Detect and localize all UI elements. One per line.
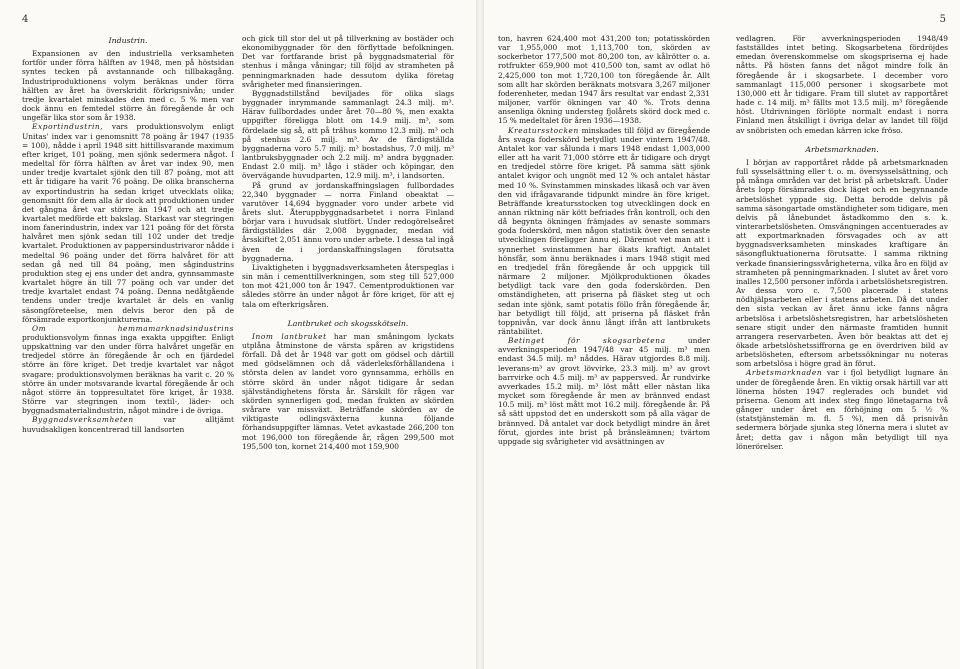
column-1 (22, 34, 234, 434)
section-heading: Lantbruket och skogsskötseln. (287, 318, 409, 328)
body-paragraph (498, 336, 710, 446)
page-number-left: 4 (22, 14, 29, 25)
paragraph-text: vars produktionsvolym enligt Unitas' index var i genomsnitt 78 poäng år 1947 (1935 = 100), nådde i april 1948 sitt hittillsvarande maximum efter kriget, 101 poäng, men sjönk sedermera något. I medeltal för förra hälften av året var index 90, men under tredje kvartalet sjönk den till 87 poäng, mot att ett år tidigare ha varit 76 poäng. De olika branscherna av exportindustrin ha sedan kriget utvecklats olika; genomsnitt för dem alla är dock att produktionen under det gångna året var större än 1947 och att tredje kvartalet medförde ett bakslag. Starkast var stegringen inom fanerindustrin, index var 121 poäng för det första halvåret men sjönk sedan till 102 under det tredje kvartalet. Produktionen av pappersindustrivaror nådde i medeltal 96 poäng under det förra halvåret för att sedan gå ned till 84 poäng, men sågindustrins produktion steg ej ens under det andra, gynnsammaste kvartalet högre än till 77 poäng och var under det tredje kvartalet endast 74 poäng. Denna nedåtgående tendens under tredje kvartalet är dels en vanlig säsongföreteelse, men delvis beror den på de försämrade exportkonjunkturerna. (22, 122, 234, 324)
paragraph-lead-phrase: Betinget för skogsarbetena (508, 336, 666, 346)
book-gutter (476, 0, 484, 669)
body-paragraph: På grund av jordanskaffningslagen fullbordades 22,340 byggnader — norra Finland obeaktat — varutöver 14,694 byggnader voro under arbete vid årets slut. Återuppbyggnadsarbetet i norra Finland börjar vara i huvudsak slutfört. Under redogörelseåret färdigställdes där 2,008 byggnader, medan vid årsskiftet 2,051 ännu voro under arbete. I dessa tal ingå även de i jordanskaffningslagen förutsatta byggnaderna. (242, 180, 454, 263)
body-paragraph: Livaktigheten i byggnadsverksamheten återspeglas i sin män i cementtillverkningen, som steg till 527,000 ton mot 421,000 ton år 1947. Cementproduktionen var således större än under något år före kriget, för att ej tala om efterkrigsåren. (242, 262, 454, 309)
paragraph-text: under avverkningsperioden 1947/48 var 45 milj. m³ men endast 34.5 milj. m³ nåddes. Härav utgjordes 8.8 milj. leverans-m³ av grovt lövvirke, 23.3 milj. m³ av grovt barrvirke och 4.5 milj. m³ av pappersved. År rundvirke avverkades 15.2 milj. m³ löst mått eller nästan lika mycket som föregående år men av brännved endast 10.5 milj. m³ löst mått mot 16.2 milj. föregående år. På så sätt uppstod det en underskott som på alla vägar de brännved. Då antalet var dock betydligt mindre än året förut, gjordes inte brist på bränsleämnen; tvärtom uppgade sig svårigheter vid avsättningen av (498, 336, 710, 446)
column-4 (736, 34, 948, 451)
body-paragraph (22, 324, 234, 416)
column-2 (242, 34, 454, 451)
body-paragraph (498, 126, 710, 337)
paragraph-lead-phrase: Byggnadsverksamheten (32, 415, 134, 425)
section-heading: Arbetsmarknaden. (805, 144, 879, 154)
column-3 (498, 34, 710, 446)
page-number-right: 5 (939, 14, 946, 25)
body-paragraph (736, 368, 948, 450)
body-paragraph: och gick till stor del ut på tillverkning av bostäder och ekonomibyggnader för den förflyttade befolkningen. Det var fortfarande brist på byggnadsmaterial för stenhus i många våningar; till följd av stramheten på penningmarknaden hade dessutom dylika företag svårigheter med finansieringen. (242, 34, 454, 89)
paragraph-lead-phrase: Om hemmamarknadsindustrins (32, 323, 234, 333)
paragraph-lead-phrase: Exportindustrin, (32, 122, 104, 132)
body-paragraph: Expansionen av den industriella verksamheten fortför under förra hälften av 1948, men på höstsidan syntes tecken på avstannande och tillbakagång. Industriproduktionens volym beräknas under förra hälften av året ha överskridit förkrigsnivån; under tredje kvartalet minskades den med c. 5 % men var dock ännu en femtedel större än föregående år och ungefär lika stor som år 1938. (22, 49, 234, 123)
right-page (490, 0, 960, 669)
paragraph-text: var i fjol betydligt lugnare än under de föregående åren. En viktig orsak härtill var att lönerna hösten 1947 reglerades och bundet vid priserna. Genom att index steg fingo lönetagarna två gånger under året en förhöjning om 5 ½ % (statstjänstemän m. fl. 5 %), men då prisnivån sedermera började sjunka steg lönerna mera i slutet av året; detta gav i någon mån betydligt till nya lönerörelser. (736, 368, 948, 451)
body-paragraph (22, 122, 234, 323)
body-paragraph: Byggnadstillstånd beviljades för olika slags byggnader inrymmande sammanlagt 24.3 milj. m³. Härav fullbordades under året 70—80 %, men exakta uppgifter föreligga blott om 14.9 milj. m³, som fördelade sig så, att på trähus kommo 12.3 milj. m³ och på stenhus 2.6 milj. m³. Av de färdigställda byggnaderna voro 5.7 milj. m³ bostadshus, 7.0 milj. m³ lantbruksbyggnader och 2.2 milj. m³ andra byggnader. Endast 2.0 milj. m³ lågo i städer och köpingar, den övervägande huvudparten, 12.9 milj. m³, i landsorten. (242, 88, 454, 181)
paragraph-lead-phrase: Inom lantbruket (252, 331, 327, 341)
body-paragraph (242, 332, 454, 451)
paragraph-text: var alltjämt huvudsakligen koncentrerad till landsorten (22, 415, 234, 434)
paragraph-text: har man småningom lyckats utplåna åtminstone de värsta spåren av krigstidens förfall. Då det år 1948 var gott om gödsel och därtill med gödselämnen och då väderleksförhållandena i största delen av landet voro gynnsamma, erhölls en större skörd än under något tidigare år sedan självständighetens första år. Särskilt för rågen var skörden synnerligen god, medan frukten av skörden svårare var missväxt. Beträffande skörden av de viktigaste odlingsväxterna kunna följande förhandsuppgifter lämnas. Vetet avkastade 266,200 ton mot 196,000 ton föregående år, rågen 299,500 mot 195,500 ton, kornet 214,400 mot 159,900 (242, 331, 454, 451)
body-paragraph: I början av rapportåret rådde på arbetsmarknaden full sysselsättning eller t. o. m. översysselsättning, och på många områden var det brist på arbetskraft. Under årets lopp försämrades dock läget och en begynnande arbetslöshet yppade sig. Detta berodde delvis på samma säsongartade omständigheter som tidigare, men delvis på lånebundet åstadkommo den s. k. vinterarbetslösheten. Omsvängningen accentuerades av att exportmarknaden försvagades och av att byggnadsverksamheten minskades kraftigare än säsongfluktuationerna förutsatte. I samma riktning verkade finansieringssvårigheterna, vilka åro en följd av stramheten på penningmarknaden. I slutet av året voro inalles 12,500 personer införda i arbetslöshetsregistren. Av dessa voro c. 7,500 placerade i statens nödhjälpsarbeten eller i statens arbeten. Då det under den sista veckan av året ännu icke fanns några arbetslösa i arbetslöshetsregistren, har arbetslösheten senare stigit under den närmaste framtiden hunnit arrangera reservarbeten. Även bör beaktas att det ej ökade arbetslöshetssiffrorna ge en överdriven bild av arbetslösheten, eftersom arbetssökningar nu noteras som arbetslösa i högre grad än förut. (736, 157, 949, 369)
body-paragraph: ton, havren 624,400 mot 431,200 ton; potatisskörden var 1,955,000 mot 1,113,700 ton, skörden av sockerbetor 177,500 mot 80,200 ton, av kålrötter o. a. rotfrukter 659,900 mot 410,500 ton, samt av odlat hö 2,425,000 ton mot 1,720,100 ton föregående år. Allt som allt har skörden beräknats motsvara 3,267 miljoner foderenheter, medan 1947 års resultat var endast 2,331 miljoner, varför ökningen var 40 %. Trots denna ansenliga ökning understeg fjolårets skörd dock med c. 15 % medeltalet för åren 1936—1938. (498, 34, 710, 126)
paragraph-text: minskades till följd av föregående års svaga foderskörd betydligt under vintern 1947/48. Antalet kor var sålunda i mars 1948 endast 1,003,000 eller att ha varit 71,000 större ett år tidigare och drygt en tredjedel större före kriget. På samma sätt sjönk antalet kvigor och ungnöt med 12 % och antalet hästar med 10 %. Svinstammen minskades likaså och var även den vid ifrågavarande tidpunkt mindre än före kriget. Beträffande kreatursstocken tog utvecklingen dock en annan riktning när kött befriades från kontroll, och den då begynta ökningen främjades av senaste sommars goda foderskörd, men någon statistik över den senaste utvecklingen föreligger ännu ej. Däremot vet man att i synnerhet svinstammen har ökats kraftigt. Antalet hönsfår, som ännu beräknades i mars 1948 stigit med en tredjedel från föregående år och uppgick till närmare 2 miljoner. Mjölkproduktionen ökades betydligt tack vare den goda foderskörden. Den omständigheten, att priserna på fläsket steg ut och sedan inte sjönk, samt potatis föllo från föregående år, har betydligt till följd, att priserna på fläsket från toppnivån, var dock ännu långt ifrån att lantbrukets räntabilitet. (498, 125, 710, 336)
left-page (0, 0, 470, 669)
paragraph-lead-phrase: Kreatursstocken (508, 125, 579, 135)
body-paragraph (22, 415, 234, 433)
paragraph-text: produktionsvolym finnas inga exakta uppgifter. Enligt uppskattning var den under förra halvåret ungefär en tredjedel större än föregående år och en fjärdedel större än före kriget. Det tredje kvartalet var något svagare: produktionsvolymen beräknas ha varit c. 20 % större än under motsvarande kvartal föregående år och något större än toppresultatet före kriget, år 1938. Större var stegringen inom textil-, läder- och byggnadsmaterialindustrin, något mindre i de övriga. (22, 333, 234, 416)
section-heading: Industrin. (108, 36, 148, 45)
paragraph-lead-phrase: Arbetsmarknaden (746, 368, 823, 378)
body-paragraph: vedlagren. För avverkningsperioden 1948/49 fastställdes intet beting. Skogsarbetena fördröjdes emedan överenskommelse om skogspriserna ej hade nåtts. På hösten fanns det något mindre folk än föregående år i skogsarbete. I december voro sammanlagt 115,000 personer i skogsarbete mot 130,000 ett år tidigare. Fram till slutet av rapportåret hade c. 14 milj. m³ fällts mot 13.5 milj. m³ föregående höst. Utdrivningen förlöpte normalt endast i norra Finland men åtskilligt i övriga delar av landet till följd av snöbristen och emedan kärren icke fröso. (736, 34, 948, 135)
